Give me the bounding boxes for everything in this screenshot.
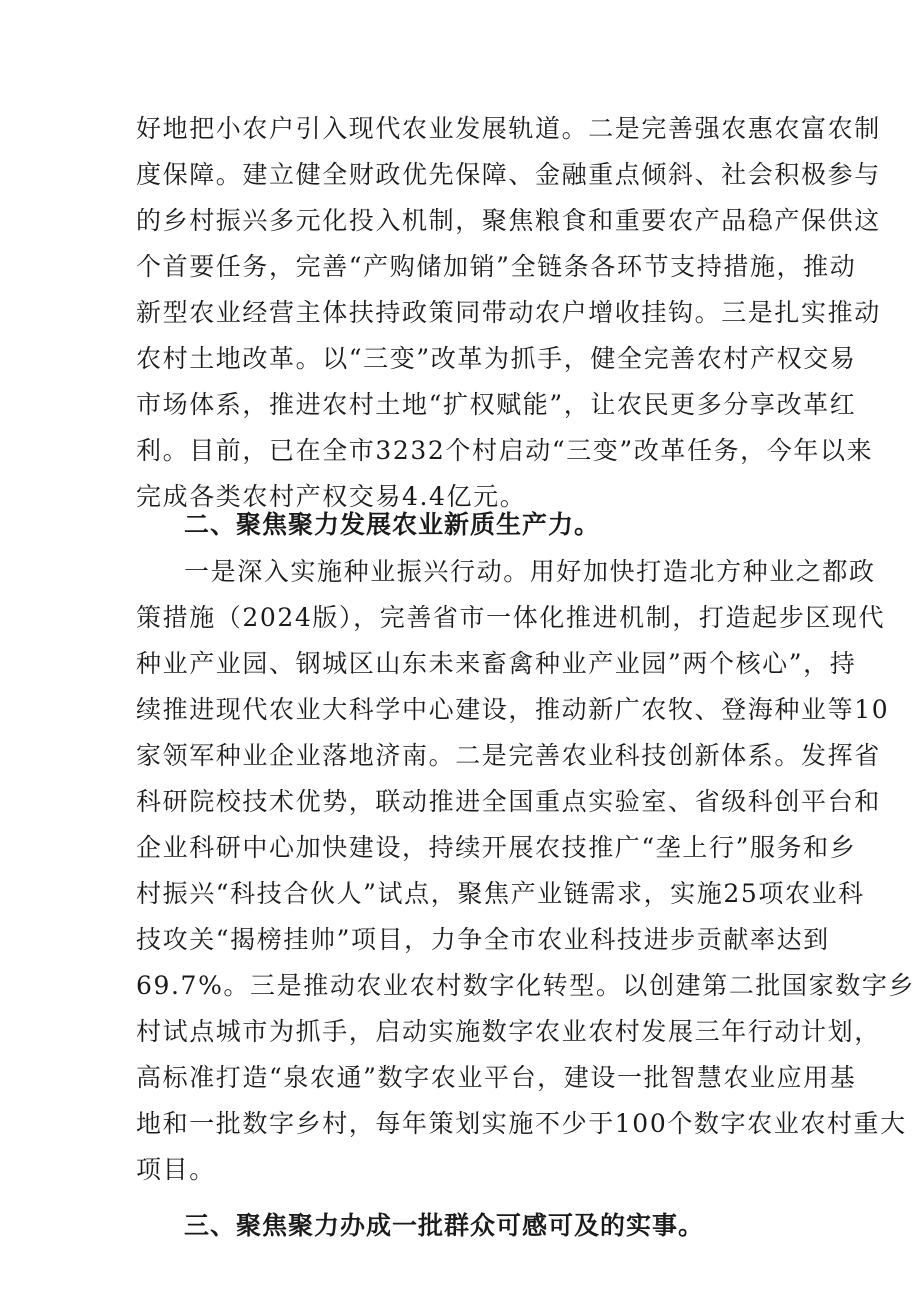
paragraph-1-line: 农村土地改革。以“三变”改革为抓手，健全完善农村产权交易	[136, 344, 857, 373]
paragraph-2-line: 高标准打造“泉农通”数字农业平台，建设一批智慧农业应用基	[136, 1063, 857, 1092]
paragraph-2-line: 续推进现代农业大科学中心建设，推动新广农牧、登海种业等10	[136, 695, 890, 724]
paragraph-2-line: 村振兴“科技合伙人”试点，聚焦产业链需求，实施25项农业科	[136, 879, 865, 908]
paragraph-1-line: 新型农业经营主体扶持政策同带动农户增收挂钩。三是扎实推动	[136, 298, 881, 327]
paragraph-1-line: 好地把小农户引入现代农业发展轨道。二是完善强农惠农富农制	[136, 114, 881, 143]
section-heading-2: 二、聚焦聚力发展农业新质生产力。	[184, 510, 601, 539]
paragraph-1-line: 度保障。建立健全财政优先保障、金融重点倾斜、社会积极参与	[136, 160, 881, 189]
paragraph-1-line: 利。目前，已在全市3232个村启动“三变”改革任务，今年以来	[136, 436, 874, 465]
paragraph-2-line: 策措施（2024版），完善省市一体化推进机制，打造起步区现代	[136, 603, 886, 632]
paragraph-2-line: 69.7%。三是推动农业农村数字化转型。以创建第二批国家数字乡	[136, 971, 916, 1000]
paragraph-2-line: 村试点城市为抓手，启动实施数字农业农村发展三年行动计划，	[136, 1017, 881, 1046]
paragraph-2-line: 地和一批数字乡村，每年策划实施不少于100个数字农业农村重大	[136, 1109, 907, 1138]
paragraph-1-line: 完成各类农村产权交易4.4亿元。	[136, 482, 527, 511]
paragraph-2-line: 家领军种业企业落地济南。二是完善农业科技创新体系。发挥省	[136, 741, 881, 770]
paragraph-2-line: 企业科研中心加快建设，持续开展农技推广“垄上行”服务和乡	[136, 833, 857, 862]
section-heading-3: 三、聚焦聚力办成一批群众可感可及的实事。	[184, 1211, 705, 1240]
paragraph-2-line: 科研院校技术优势，联动推进全国重点实验室、省级科创平台和	[136, 787, 881, 816]
paragraph-1-line: 个首要任务，完善“产购储加销”全链条各环节支持措施，推动	[136, 252, 857, 281]
paragraph-1-line: 市场体系，推进农村土地“扩权赋能”，让农民更多分享改革红	[136, 390, 857, 419]
paragraph-2-line: 技攻关“揭榜挂帅”项目，力争全市农业科技进步贡献率达到	[136, 925, 830, 954]
paragraph-2-line: 一是深入实施种业振兴行动。用好加快打造北方种业之都政	[184, 557, 876, 586]
paragraph-2-line: 项目。	[136, 1155, 216, 1184]
paragraph-2-line: 种业产业园、钢城区山东未来畜禽种业产业园”两个核心”，持	[136, 649, 857, 678]
paragraph-1-line: 的乡村振兴多元化投入机制，聚焦粮食和重要农产品稳产保供这	[136, 206, 881, 235]
